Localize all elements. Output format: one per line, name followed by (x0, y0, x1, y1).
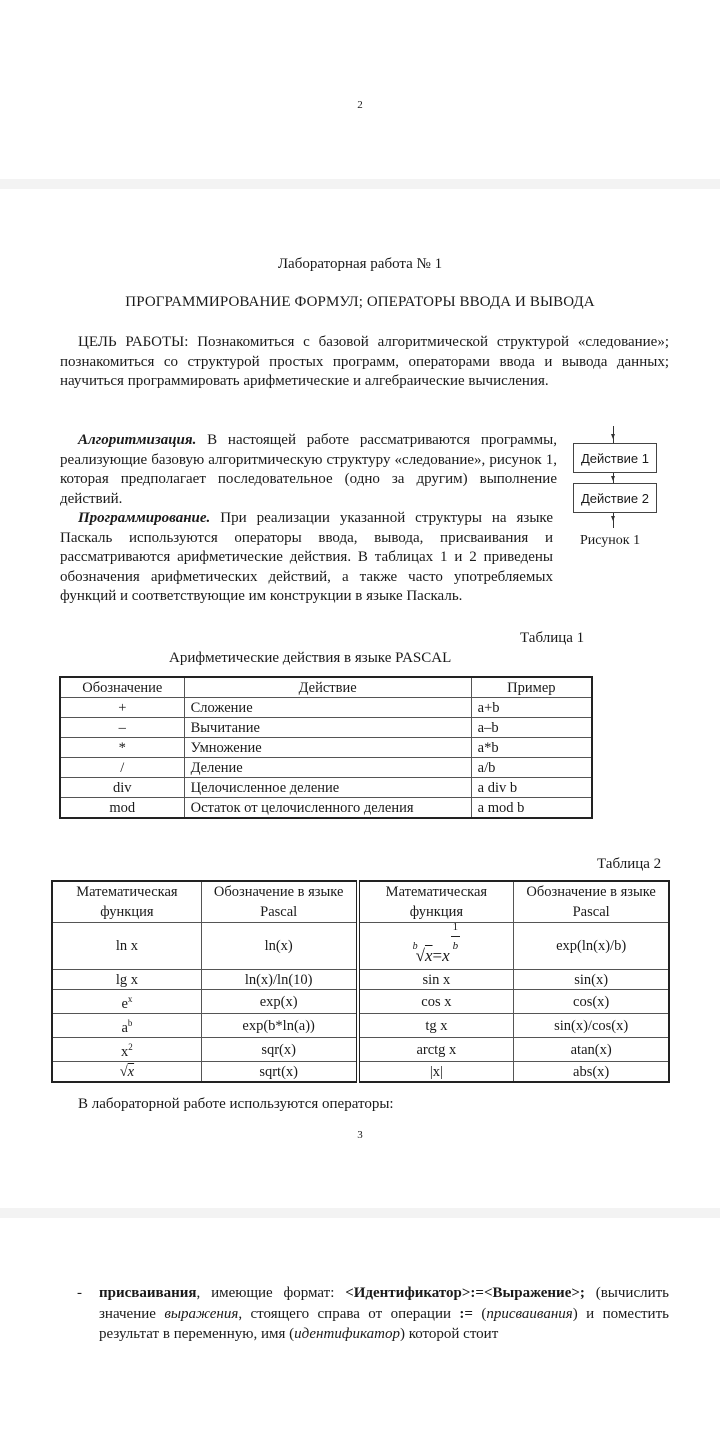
root-formula (412, 920, 461, 965)
table1-label: Таблица 1 (520, 630, 585, 646)
programming-lead: Программирование. (78, 510, 211, 526)
power-exponent: x (127, 994, 133, 1004)
goal-paragraph (60, 333, 669, 392)
math-cell (52, 1038, 201, 1062)
action-cell: Умножение (184, 738, 471, 758)
math-cell: lg x (52, 970, 201, 990)
assignment-format: <Идентификатор>:=<Выражение>; (345, 1285, 585, 1301)
table-row (60, 758, 592, 778)
bullet-italic: выражения (164, 1305, 239, 1322)
symbol-cell: / (60, 758, 184, 778)
arrow-icon (611, 434, 615, 439)
example-cell: a*b (471, 738, 592, 758)
math-cell: arctg x (358, 1038, 514, 1062)
programming-text: При реализации указанной структуры на языке Паскаль используются операторы ввода, вывода, присваивания и рассматриваются арифметические действия. В таблицах 1 и 2 приведены обозначения арифметических действий, а также часто употребляемых функций и соответствующие им конструкции в языке Паскаль. (60, 510, 553, 604)
pascal-cell: exp(x) (201, 990, 357, 1014)
bullet-text: , имеющие формат: (196, 1285, 346, 1301)
table-row (60, 718, 592, 738)
bullet-body (99, 1283, 669, 1345)
math-cell (52, 990, 201, 1014)
pascal-cell: atan(x) (514, 1038, 669, 1062)
page-separator (0, 1208, 720, 1218)
flow-box-action-1: Действие 1 (573, 443, 657, 473)
math-cell: cos x (358, 990, 514, 1014)
arrow-icon (611, 476, 615, 481)
radical-sign: √ (119, 1063, 128, 1080)
radicand: x (127, 1063, 135, 1080)
pascal-cell: sqrt(x) (201, 1062, 357, 1083)
header-cell: Математическая функция (358, 881, 514, 923)
bullet-text: (вычислить значение (99, 1285, 670, 1322)
symbol-cell: mod (60, 798, 184, 819)
page-separator (0, 179, 720, 189)
power-base: x (442, 945, 450, 965)
symbol-cell: * (60, 738, 184, 758)
power-base: x (121, 1044, 129, 1060)
bullet-text: ) которой стоит (399, 1326, 499, 1342)
action-cell: Деление (184, 758, 471, 778)
table-row (52, 923, 669, 970)
fraction-exponent (451, 918, 461, 955)
page-number: 3 (357, 1129, 363, 1141)
symbol-cell: div (60, 778, 184, 798)
algorithmization-lead: Алгоритмизация. (78, 432, 197, 448)
radical-sign: √ (415, 945, 425, 965)
goal-text: ЦЕЛЬ РАБОТЫ: Познакомиться с базовой алгоритмической структурой «следование»; познакомиться со структурой простых программ, операторами ввода и вывода данных; научиться программировать арифметические и алгебраические вычисления. (60, 334, 669, 389)
pascal-cell: abs(x) (514, 1062, 669, 1083)
example-cell: a+b (471, 698, 592, 718)
symbol-cell: – (60, 718, 184, 738)
math-cell-root-formula (358, 920, 514, 970)
page-number: 2 (357, 99, 363, 111)
example-cell: a div b (471, 778, 592, 798)
assignment-operator: := (459, 1305, 473, 1322)
header-cell: Пример (471, 677, 592, 698)
bullet-text: ( (472, 1305, 487, 1322)
bullet-assignment (77, 1283, 669, 1345)
table-row (52, 1014, 669, 1038)
header-cell: Действие (184, 677, 471, 698)
math-cell: tg x (358, 1014, 514, 1038)
action-cell: Целочисленное деление (184, 778, 471, 798)
equals-sign: = (432, 945, 443, 965)
table2-label: Таблица 2 (597, 856, 662, 872)
table-row (52, 1038, 669, 1062)
arrow-icon (611, 516, 615, 521)
bullet-text: ) и поместить результат в переменную, имя ( (99, 1305, 669, 1342)
table-header-row (60, 677, 592, 698)
math-cell (52, 1014, 201, 1038)
bullet-italic: идентификатор (294, 1326, 400, 1342)
bullet-text: , стоящего справа от операции (238, 1305, 460, 1322)
algorithmization-text: В настоящей работе рассматриваются программы, реализующие базовую алгоритмическую структуру «следование», рисунок 1, которая предполагает последовательное (одно за другим) выполнение действий. (60, 432, 557, 507)
table-header-row (52, 881, 669, 923)
pascal-cell: sin(x)/cos(x) (514, 1014, 669, 1038)
table-row (60, 698, 592, 718)
pascal-cell: sqr(x) (201, 1038, 357, 1062)
radicand: x (424, 945, 433, 965)
math-cell (52, 1062, 201, 1083)
power-base: e (121, 996, 128, 1012)
example-cell: a mod b (471, 798, 592, 819)
bullet-dash: - (77, 1285, 82, 1301)
exp-numerator: 1 (451, 918, 461, 937)
power-base: a (121, 1020, 128, 1036)
table-row (52, 970, 669, 990)
exp-denominator: b (452, 939, 459, 952)
header-cell: Обозначение в языке Pascal (514, 881, 669, 923)
lab-title: Лабораторная работа № 1 (277, 256, 443, 272)
table-row (52, 990, 669, 1014)
example-cell: a/b (471, 758, 592, 778)
pascal-cell: exp(b*ln(a)) (201, 1014, 357, 1038)
table-row (60, 738, 592, 758)
power-exponent: b (127, 1018, 133, 1028)
math-cell: ln x (52, 923, 201, 970)
pascal-cell: cos(x) (514, 990, 669, 1014)
root-index: b (412, 940, 418, 952)
table-row (60, 778, 592, 798)
pascal-cell: sin(x) (514, 970, 669, 990)
bullet-italic: присваивания (486, 1305, 573, 1322)
pascal-cell: ln(x)/ln(10) (201, 970, 357, 990)
programming-paragraph (60, 509, 669, 607)
power-exponent: 2 (128, 1042, 133, 1052)
bullet-term: присваивания (99, 1285, 197, 1301)
action-cell: Остаток от целочисленного деления (184, 798, 471, 819)
operators-intro: В лабораторной работе используются операторы: (78, 1096, 394, 1112)
action-cell: Вычитание (184, 718, 471, 738)
math-cell: sin x (358, 970, 514, 990)
table-row (52, 1062, 669, 1083)
header-cell: Обозначение в языке Pascal (201, 881, 357, 923)
example-cell: a–b (471, 718, 592, 738)
header-cell: Обозначение (60, 677, 184, 698)
action-cell: Сложение (184, 698, 471, 718)
table1-title: Арифметические действия в языке PASCAL (169, 650, 452, 666)
pascal-cell: ln(x) (201, 923, 357, 970)
math-cell: |x| (358, 1062, 514, 1083)
table-1 (59, 676, 593, 819)
symbol-cell: + (60, 698, 184, 718)
pascal-cell: exp(ln(x)/b) (514, 923, 669, 970)
table-2 (51, 880, 670, 1083)
table-row (60, 798, 592, 819)
flow-box-action-2: Действие 2 (573, 483, 657, 513)
algorithmization-paragraph (60, 431, 557, 509)
lab-heading: ПРОГРАММИРОВАНИЕ ФОРМУЛ; ОПЕРАТОРЫ ВВОДА И ВЫВОДА (125, 294, 595, 310)
header-cell: Математическая функция (52, 881, 201, 923)
figure-caption: Рисунок 1 (580, 533, 641, 548)
